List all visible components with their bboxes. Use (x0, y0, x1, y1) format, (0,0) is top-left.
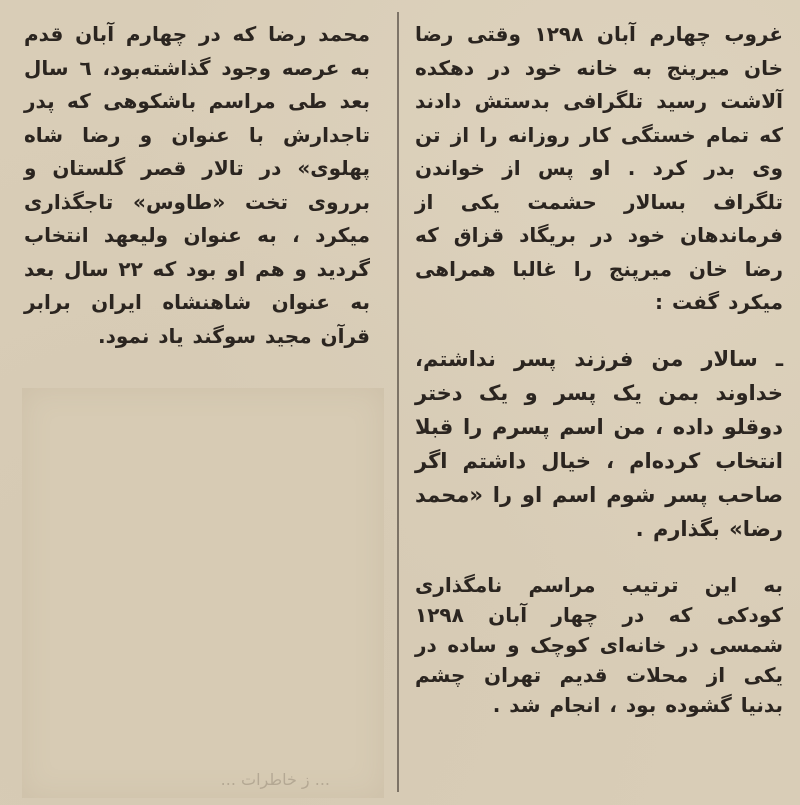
column-divider (397, 12, 399, 792)
left-column (24, 18, 370, 353)
left-column-paragraph: محمد رضا که در چهارم آبان قدم به عرصه وجود گذاشته‌بود، ٦ سال بعد طی مراسم باشکوهی که پدر تاجدارش با عنوان و رضا شاه پهلوی» در تالار قصر گلستان و برروی تخت «طاوس» تاجگذاری میکرد ، به عنوان ولیعهد انتخاب گردید و هم او بود که ٢٢ سال بعد به عنوان شاهنشاه ایران برابر قرآن مجید سوگند یاد نمود. (24, 22, 371, 348)
right-column-quote: ـ سالار من فرزند پسر نداشتم، خداوند بمن یک پسر و یک دختر دوقلو داده ، من اسم پسرم را قبلا انتخاب کرده‌ام ، خیال داشتم اگر صاحب پسر شوم اسم او را «محمد رضا» بگذارم . (415, 346, 783, 541)
right-column-paragraph-1: غروب چهارم آبان ١٢٩٨ وقتی رضا خان میرپنج به خانه خود در دهکده آلاشت رسید تلگرافی بدستش دادند که تمام خستگی کار روزانه را از تن وی بدر کرد . او پس از خواندن تلگراف بسالار حشمت یکی از فرماندهان خود در بریگاد قزاق که رضا خان میرپنج را غالبا همراهی میکرد گفت : (415, 22, 783, 314)
faded-footer-text: ... ز خاطرات ... (220, 770, 330, 789)
right-column-paragraph-3: به این ترتیب مراسم نامگذاری کودکی که در چهار آبان ١٢٩٨ شمسی در خانه‌ای کوچک و ساده در یکی از محلات قدیم تهران چشم بدنیا گشوده بود ، انجام شد . (415, 572, 783, 717)
right-column (415, 18, 783, 720)
blank-paper-area (22, 388, 384, 798)
